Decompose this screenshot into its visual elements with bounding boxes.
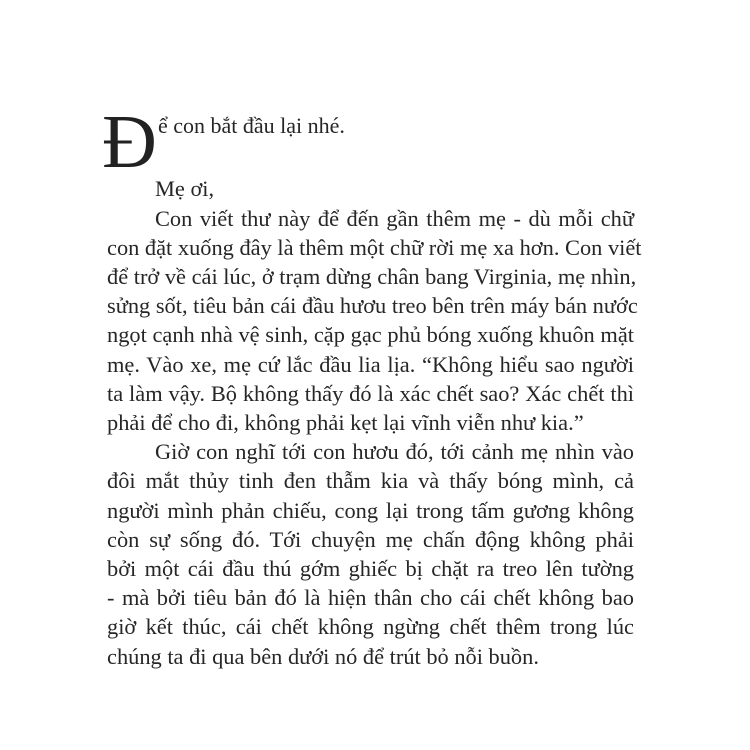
text-line: còn sự sống đó. Tới chuyện mẹ chấn động không phải xyxy=(107,527,634,552)
text-line: để trở về cái lúc, ở trạm dừng chân bang Virginia, mẹ nhìn, xyxy=(107,264,637,289)
drop-cap: Đ xyxy=(102,100,157,184)
text-line: đôi mắt thủy tinh đen thẫm kia và thấy bóng mình, cả xyxy=(107,468,634,493)
text-line: phải để cho đi, không phải kẹt lại vĩnh viễn như kia.” xyxy=(107,410,584,435)
text-line: người mình phản chiếu, cong lại trong tấm gương không xyxy=(107,498,634,523)
text-line: mẹ. Vào xe, mẹ cứ lắc đầu lia lịa. “Không hiểu sao người xyxy=(107,352,634,377)
text-line: - mà bởi tiêu bản đó là hiện thân cho cái chết không bao xyxy=(107,585,634,610)
text-line: Giờ con nghĩ tới con hươu đó, tới cảnh mẹ nhìn vào xyxy=(155,439,634,464)
text-line: chúng ta đi qua bên dưới nó để trút bỏ nỗi buồn. xyxy=(107,644,539,669)
text-line: con đặt xuống đây là thêm một chữ rời mẹ xa hơn. Con viết xyxy=(107,235,642,260)
salutation: Mẹ ơi, xyxy=(155,176,215,201)
text-line: giờ kết thúc, cái chết không ngừng chết thêm trong lúc xyxy=(107,614,634,639)
text-line: sửng sốt, tiêu bản cái đầu hươu treo bên trên máy bán nước xyxy=(107,293,638,318)
text-line: bởi một cái đầu thú gớm ghiếc bị chặt ra treo lên tường xyxy=(107,556,634,581)
opening-line: ể con bắt đầu lại nhé. xyxy=(158,113,345,138)
text-line: ta làm vậy. Bộ không thấy đó là xác chết sao? Xác chết thì xyxy=(107,381,634,406)
text-line: Con viết thư này để đến gần thêm mẹ - dù mỗi chữ xyxy=(155,206,634,231)
text-line: ngọt cạnh nhà vệ sinh, cặp gạc phủ bóng xuống khuôn mặt xyxy=(107,322,634,347)
